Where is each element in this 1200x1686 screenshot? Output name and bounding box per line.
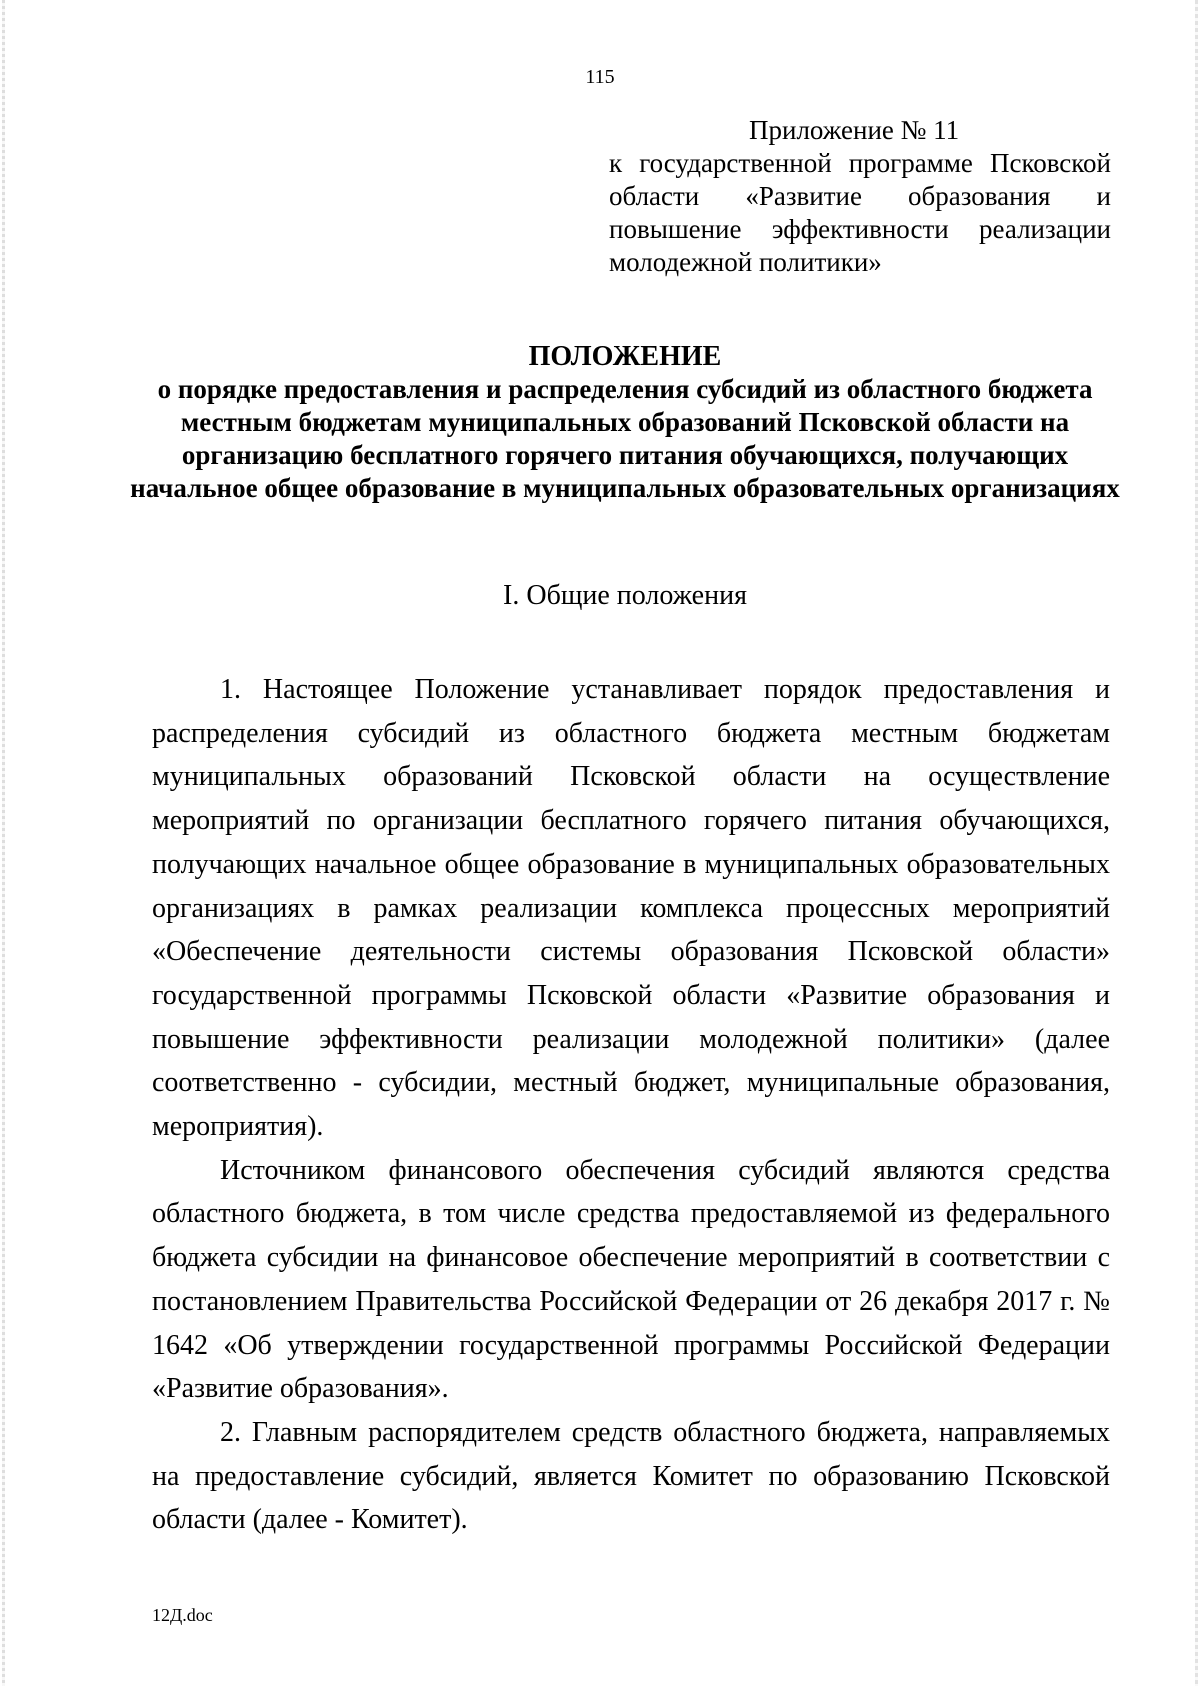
footer-filename: 12Д.doc <box>152 1605 213 1625</box>
paragraph-1: 1. Настоящее Положение устанавливает порядок предоставления и распределения субсидий из областного бюджета местным бюджетам муниципальных образований Псковской области на осуществление мероприятий по организации бесплатного горячего питания обучающихся, получающих начальное общее образование в муниципальных образовательных организациях в рамках реализации комплекса процессных мероприятий «Обеспечение деятельности системы образования Псковской области» государственной программы Псковской области «Развитие образования и повышение эффективности реализации молодежной политики» (далее соответственно - субсидии, местный бюджет, муниципальные образования, мероприятия). <box>152 674 1110 1143</box>
document-title: ПОЛОЖЕНИЕ <box>528 341 722 372</box>
document-heading <box>130 340 1120 505</box>
paragraph-2: Источником финансового обеспечения субсидий являются средства областного бюджета, в том числе средства предоставляемой из федерального бюджета субсидии на финансовое обеспечение мероприятий в соответствии с постановлением Правительства Российской Федерации от 26 декабря 2017 г. № 1642 «Об утверждении государственной программы Российской Федерации «Развитие образования». <box>152 1154 1110 1405</box>
section-title: I. Общие положения <box>503 580 747 611</box>
document-subtitle: о порядке предоставления и распределения субсидий из областного бюджета местным бюджетам муниципальных образований Псковской области на организацию бесплатного горячего питания обучающихся, получающих начальное общее образование в муниципальных образовательных организациях <box>130 374 1120 503</box>
body-text <box>152 668 1110 1542</box>
scan-edge-left <box>2 0 5 1686</box>
page-number: 115 <box>585 66 615 88</box>
appendix-block <box>609 114 1111 279</box>
appendix-text: к государственной программе Псковской области «Развитие образования и повышение эффективности реализации молодежной политики» <box>609 148 1111 277</box>
scan-edge-right <box>1195 0 1198 1686</box>
appendix-title: Приложение № 11 <box>749 115 960 145</box>
paragraph-3: 2. Главным распорядителем средств областного бюджета, направляемых на предоставление субсидий, является Комитет по образованию Псковской области (далее - Комитет). <box>152 1416 1110 1536</box>
